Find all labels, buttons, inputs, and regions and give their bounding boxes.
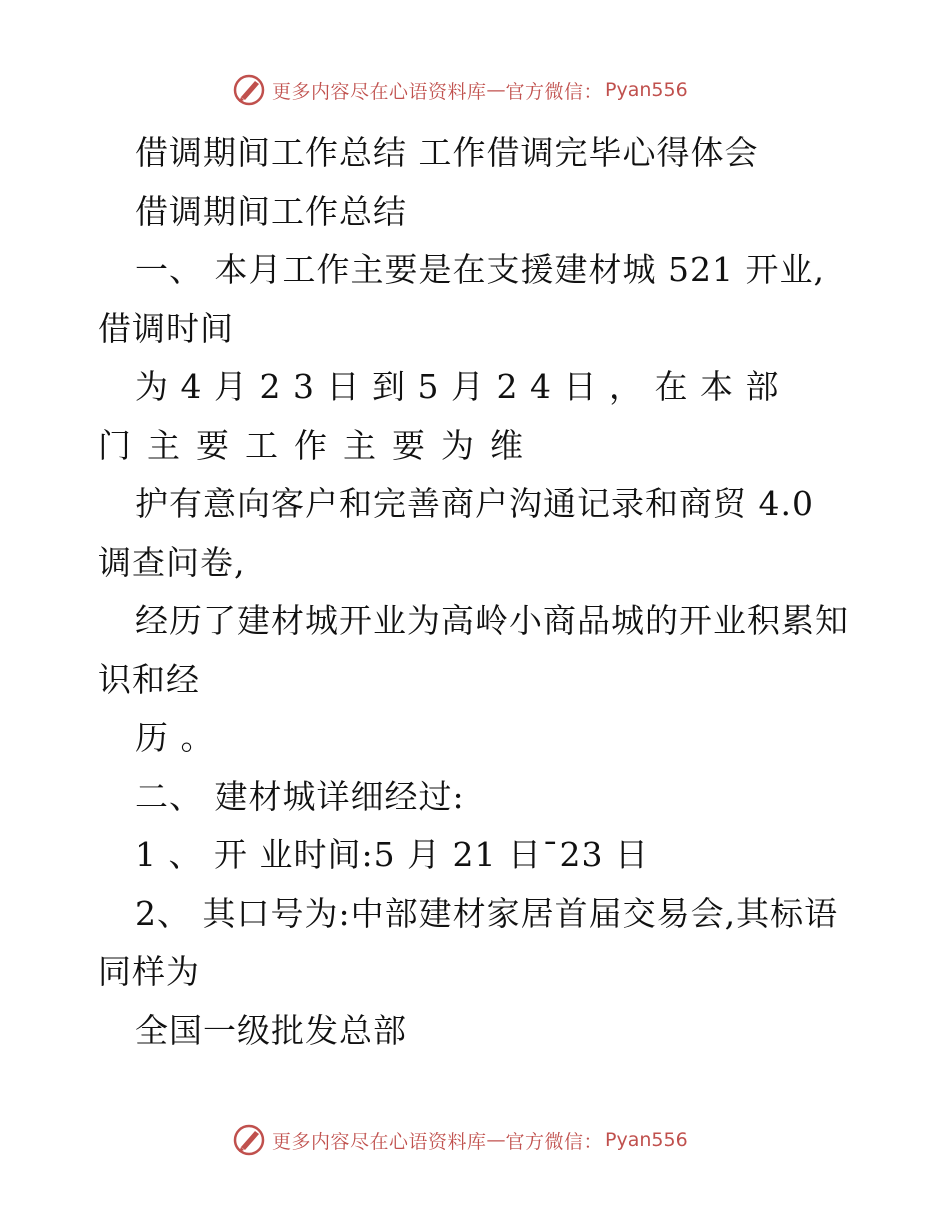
banner-official-label: 官方微信： [505, 80, 604, 103]
paragraph-line: 为4月23日到5月24日，在本部 [135, 367, 791, 406]
banner-separator: — [486, 1129, 506, 1151]
paragraph-line: 同样为 [98, 952, 200, 991]
paragraph-line: 调查问卷, [98, 542, 246, 582]
paragraph-line: 借调时间 [98, 308, 234, 348]
paragraph-line: 2、 其口号为:中部建材家居首届交易会,其标语 [135, 893, 839, 933]
banner-wechat-id: Pyan556 [605, 79, 688, 101]
pen-logo-icon [232, 1123, 266, 1157]
banner-text: 更多内容尽在心语资料库 [272, 80, 487, 103]
banner-text: 更多内容尽在心语资料库 [272, 1130, 487, 1153]
document-body [98, 124, 858, 1060]
header-banner [232, 72, 688, 108]
paragraph-line: 历 。 [135, 718, 215, 757]
section-heading: 借调期间工作总结 [135, 191, 407, 231]
banner-official-label: 官方微信： [505, 1130, 604, 1153]
paragraph-line: 1 、 开 业时间:5 月 21 日¯23 日 [135, 835, 650, 874]
banner-separator: — [486, 79, 506, 101]
paragraph-line: 门主要工作主要为维 [98, 425, 539, 465]
paragraph-line: 识和经 [98, 659, 200, 699]
paragraph-line: 全国一级批发总部 [135, 1010, 407, 1050]
paragraph-line: 一、 本月工作主要是在支援建材城 521 开业, [135, 250, 825, 289]
footer-banner [232, 1122, 688, 1158]
paragraph-line: 经历了建材城开业为高岭小商品城的开业积累知 [135, 601, 849, 640]
paragraph-line: 护有意向客户和完善商户沟通记录和商贸 4.0 [135, 484, 814, 523]
pen-logo-icon [232, 73, 266, 107]
document-title: 借调期间工作总结 工作借调完毕心得体会 [135, 133, 759, 172]
banner-wechat-id: Pyan556 [605, 1129, 688, 1151]
section-heading: 二、 建材城详细经过: [135, 776, 465, 816]
